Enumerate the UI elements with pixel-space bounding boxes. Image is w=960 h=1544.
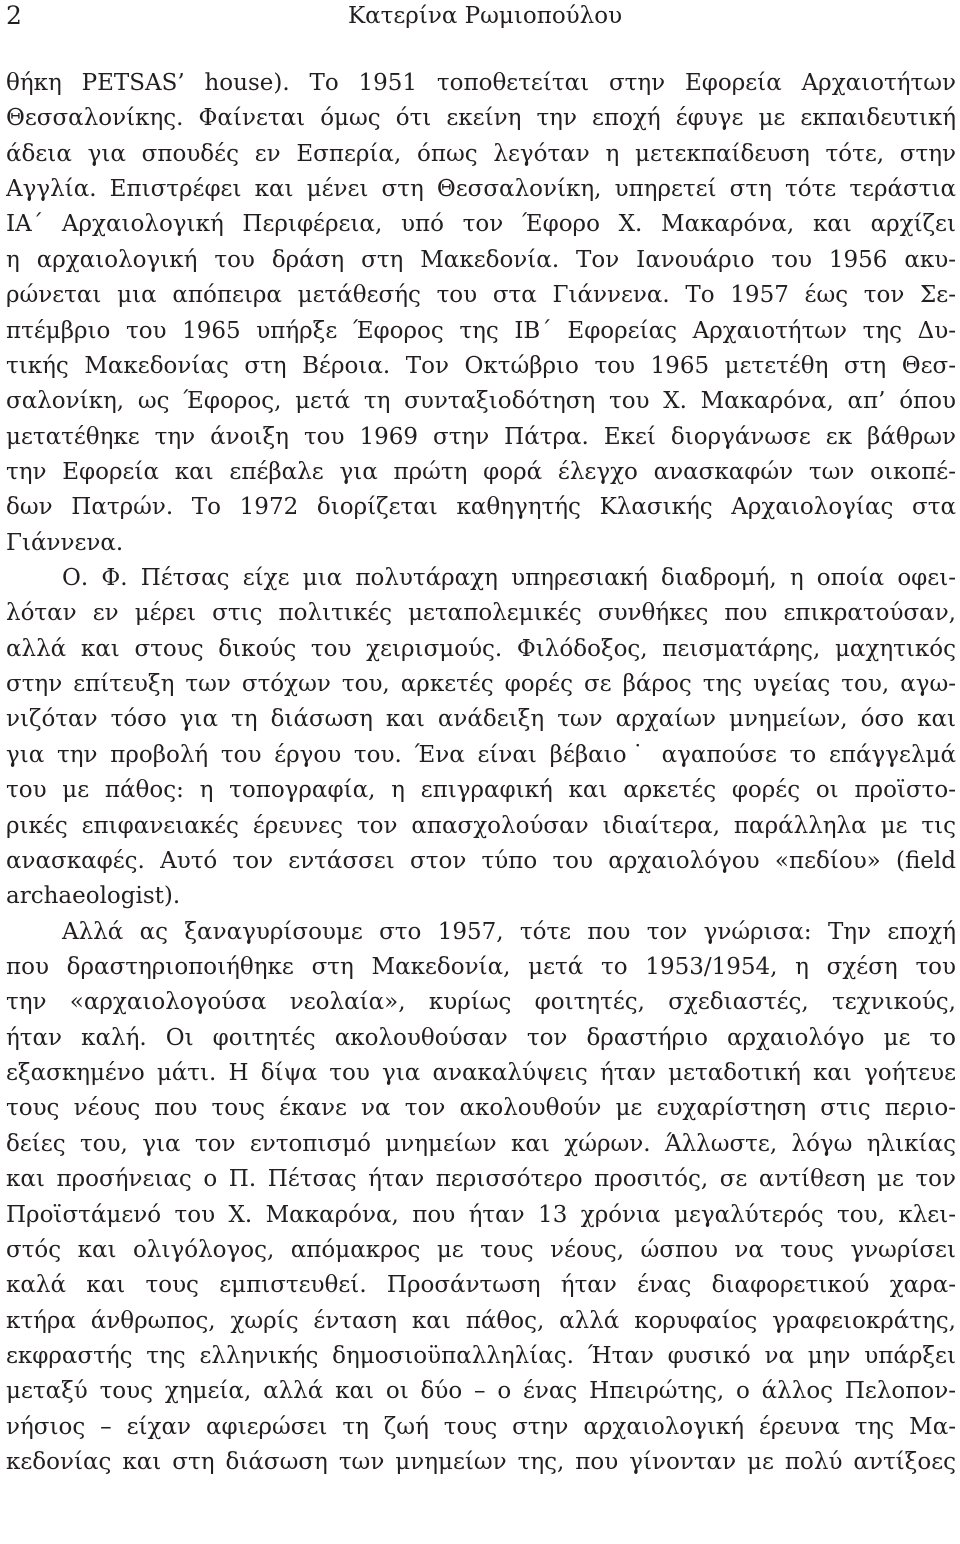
text-line: του με πάθος: η τοπογραφία, η επιγραφική και αρκετές φορές οι προϊστο- [6,777,956,804]
running-head: Κατερίνα Ρωμιοπούλου [347,3,623,29]
text-line: στός και ολιγόλογος, απόμακρος με τους νέους, ώσπου να τους γνωρίσει [6,1236,956,1263]
text-line: στην επίτευξη των στόχων του, αρκετές φορές σε βάρος της υγείας του, αγω- [6,671,956,698]
text-line: νιζόταν τόσο για τη διάσωση και ανάδειξη των αρχαίων μνημείων, όσο και [6,706,956,733]
text-line: εξασκημένο μάτι. Η δίψα του για ανακαλύψεις ήταν μεταδοτική και γοήτευε [6,1060,956,1087]
text-line: Θεσσαλονίκης. Φαίνεται όμως ότι εκείνη την εποχή έφυγε με εκπαιδευτική [6,105,956,132]
text-line: ανασκαφές. Αυτό τον εντάσσει στον τύπο του αρχαιολόγου «πεδίου» (field [6,847,956,874]
text-line: την Εφορεία και επέβαλε για πρώτη φορά έλεγχο ανασκαφών των οικοπέ- [6,458,956,485]
text-line: τικής Μακεδονίας στη Βέροια. Τον Οκτώβριο του 1965 μετετέθη στη Θεσ- [6,352,956,379]
text-line: για την προβολή του έργου του. Ένα είναι βέβαιο˙ αγαπούσε το επάγγελμά [6,741,956,768]
text-line: τους νέους που τους έκανε να τον ακολουθούν με ευχαρίστηση στις περιο- [6,1095,956,1122]
text-line: Αλλά ας ξαναγυρίσουμε στο 1957, τότε που τον γνώρισα: Την εποχή [62,918,956,945]
text-line: κτήρα άνθρωπος, χωρίς ένταση και πάθος, αλλά κορυφαίος γραφειοκράτης, [6,1307,956,1334]
text-line: καλά και τους εμπιστευθεί. Προσάντωση ήταν ένας διαφορετικού χαρα- [6,1272,956,1299]
text-line: Προϊστάμενό του Χ. Μακαρόνα, που ήταν 13 χρόνια μεγαλύτερός του, κλει- [6,1201,956,1228]
text-line: θήκη PETSAS’ house). Το 1951 τοποθετείται στην Εφορεία Αρχαιοτήτων [6,70,956,96]
text-line: και προσήνειας ο Π. Πέτσας ήταν περισσότερο προσιτός, σε αντίθεση με τον [6,1166,956,1193]
text-line: ΙΑ΄ Αρχαιολογική Περιφέρεια, υπό τον Έφορο Χ. Μακαρόνα, και αρχίζει [6,211,956,238]
text-line: Γιάννενα. [6,529,124,556]
text-line: Ο. Φ. Πέτσας είχε μια πολυτάραχη υπηρεσιακή διαδρομή, η οποία οφει- [62,565,956,592]
text-line: η αρχαιολογική του δράση στη Μακεδονία. Τον Ιανουάριο του 1956 ακυ- [6,246,956,273]
text-line: εκφραστής της ελληνικής δημοσιοϋπαλληλίας. Ήταν φυσικό να μην υπάρξει [6,1342,956,1369]
text-line: που δραστηριοποιήθηκε στη Μακεδονία, μετά το 1953/1954, η σχέση του [6,953,956,980]
text-line: δων Πατρών. Το 1972 διορίζεται καθηγητής Κλασικής Αρχαιολογίας στα [6,494,956,521]
text-line: σαλονίκη, ως Έφορος, μετά τη συνταξιοδότηση του Χ. Μακαρόνα, απ’ όπου [6,388,956,415]
text-line: λόταν εν μέρει στις πολιτικές μεταπολεμικές συνθήκες που επικρατούσαν, [6,600,956,627]
text-line: πτέμβριο του 1965 υπήρξε Έφορος της ΙΒ΄ Εφορείας Αρχαιοτήτων της Δυ- [6,317,956,344]
text-line: την «αρχαιολογούσα νεολαία», κυρίως φοιτητές, σχεδιαστές, τεχνικούς, [6,989,956,1016]
text-line: αλλά και στους δικούς του χειρισμούς. Φιλόδοξος, πεισματάρης, μαχητικός [6,635,956,662]
text-line: νήσιος – είχαν αφιερώσει τη ζωή τους στην αρχαιολογική έρευνα της Μα- [6,1413,956,1440]
text-line: μεταξύ τους χημεία, αλλά και οι δύο – ο ένας Ηπειρώτης, ο άλλος Πελοπον- [6,1378,956,1405]
text-line: άδεια για σπουδές εν Εσπερία, όπως λεγόταν η μετεκπαίδευση τότε, στην [6,140,956,167]
text-line: κεδονίας και στη διάσωση των μνημείων της, που γίνονταν με πολύ αντίξοες [6,1449,956,1476]
text-line: μετατέθηκε την άνοιξη του 1969 στην Πάτρα. Εκεί διοργάνωσε εκ βάθρων [6,423,956,450]
page-number: 2 [6,1,22,30]
text-line: ήταν καλή. Οι φοιτητές ακολουθούσαν τον δραστήριο αρχαιολόγο με το [6,1024,956,1051]
body-text [6,66,956,1480]
text-line: Αγγλία. Επιστρέφει και μένει στη Θεσσαλονίκη, υπηρετεί στη τότε τεράστια [6,176,956,203]
text-line: ρικές επιφανειακές έρευνες τον απασχολούσαν ιδιαίτερα, παράλληλα με τις [6,812,956,839]
text-line: archaeologist). [6,883,181,910]
text-line: ρώνεται μια απόπειρα μετάθεσής του στα Γιάννενα. Το 1957 έως τον Σε- [6,282,956,309]
text-line: δείες του, για τον εντοπισμό μνημείων και χώρων. Άλλωστε, λόγω ηλικίας [6,1130,956,1157]
